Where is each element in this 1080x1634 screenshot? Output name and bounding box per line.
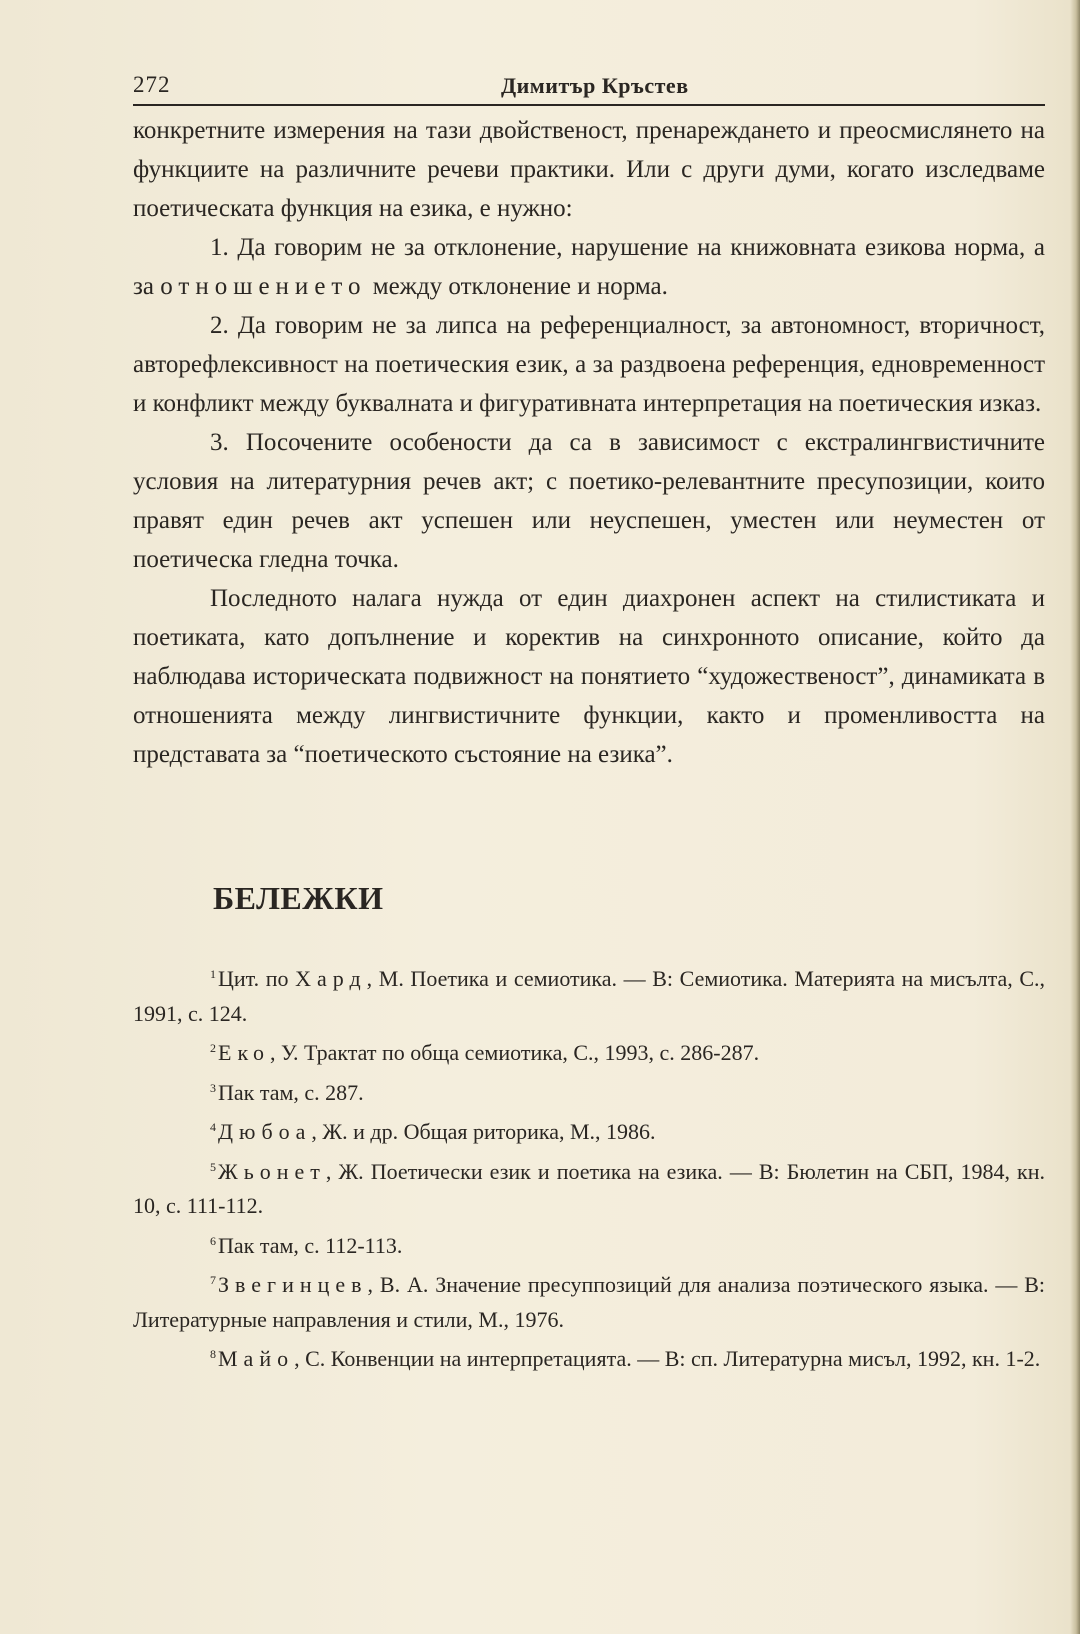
footnotes-list [133, 957, 1045, 1377]
page-edge-shadow [1070, 0, 1080, 1634]
paragraph: конкретните измерения на тази двойственост, пренареждането и преосмислянето на функциите на различните речеви практики. Или с други думи, когато изследваме поетическата функция на езика, е нужно: [133, 117, 1045, 222]
footnote [133, 1263, 1045, 1337]
footnote-number: 1 [210, 967, 216, 981]
footnote [133, 1150, 1045, 1224]
footnote-author: Жьонет [218, 1158, 326, 1184]
footnote [133, 1071, 1045, 1111]
paragraph: Последното налага нужда от един диахронен аспект на стилистиката и поетиката, като допълнение и коректив на синхронното описание, който да наблюдава историческата подвижност на понятието “художественост”, динамиката в отношенията между лингвистичните функции, както и променливостта на представата за “поетическото състояние на езика”. [133, 585, 1045, 768]
footnote-number: 3 [210, 1080, 216, 1095]
footnote-number: 6 [210, 1233, 216, 1248]
footnote-prefix: Цит. по [218, 966, 296, 991]
page-header [133, 72, 1045, 106]
body-text [133, 111, 1045, 774]
footnote [133, 1110, 1045, 1150]
paragraph-part: 1. Да говорим не за отклонение, нарушение на книжовната езикова норма, а за [133, 234, 1045, 300]
footnote-author: Дюбоа [218, 1119, 312, 1144]
footnote [133, 1031, 1045, 1071]
emphasized-word: отношението [160, 273, 367, 300]
footnote-number: 5 [210, 1159, 216, 1174]
footnote-prefix: Пак там, с. 287. [218, 1079, 364, 1105]
notes-heading: БЕЛЕЖКИ [213, 880, 384, 916]
footnote-author: Майо [218, 1346, 295, 1371]
footnote-author: Еко [218, 1040, 271, 1065]
footnote-text: , С. Конвенции на интерпретацията. — В: сп. Литературна мисъл, 1992, кн. 1-2. [294, 1346, 1041, 1371]
footnote-prefix: Пак там, с. 112-113. [218, 1232, 403, 1258]
footnote [133, 1224, 1045, 1264]
paragraph: 3. Посочените особености да са в зависимост с екстралингвистичните условия на литературния речев акт; с поетико-релевантните пресупозиции, които правят един речев акт успешен или неуспешен, уместен или неуместен от поетическа гледна точка. [133, 429, 1045, 573]
paragraph-part: между отклонение и норма. [366, 273, 668, 300]
footnote-number: 4 [210, 1120, 216, 1134]
footnote-number: 2 [210, 1041, 216, 1055]
footnote-text: , Ж. и др. Общая риторика, М., 1986. [311, 1119, 656, 1144]
footnote [133, 1337, 1045, 1377]
footnote-number: 8 [210, 1347, 216, 1361]
running-head: Димитър Кръстев [501, 73, 689, 98]
footnote-author: Звегинцев [218, 1272, 368, 1297]
footnote-text: , Ж. Поетически език и поетика на езика. — В: Бюлетин на СБП, 1984, кн. 10, с. 111-112. [133, 1158, 1045, 1218]
footnote-text: , В. А. Значение пресуппозиций для анализа поэтического языка. — В: Литературные направления и стили, М., 1976. [133, 1272, 1045, 1332]
footnote-author: Хард [295, 966, 367, 991]
paragraph [133, 228, 1045, 306]
footnote [133, 957, 1045, 1031]
page-number: 272 [133, 72, 171, 97]
footnote-text: , У. Трактат по обща семиотика, С., 1993, с. 286-287. [270, 1040, 760, 1065]
paragraph: 2. Да говорим не за липса на референциалност, за автономност, вторичност, авторефлексивност на поетическия език, а за раздвоена референция, едновременност и конфликт между буквалната и фигуративната интерпретация на поетическия изказ. [133, 312, 1045, 417]
footnote-number: 7 [210, 1273, 216, 1287]
footnote-text: , М. Поетика и семиотика. — В: Семиотика. Материята на мисълта, С., 1991, с. 124. [133, 966, 1045, 1026]
